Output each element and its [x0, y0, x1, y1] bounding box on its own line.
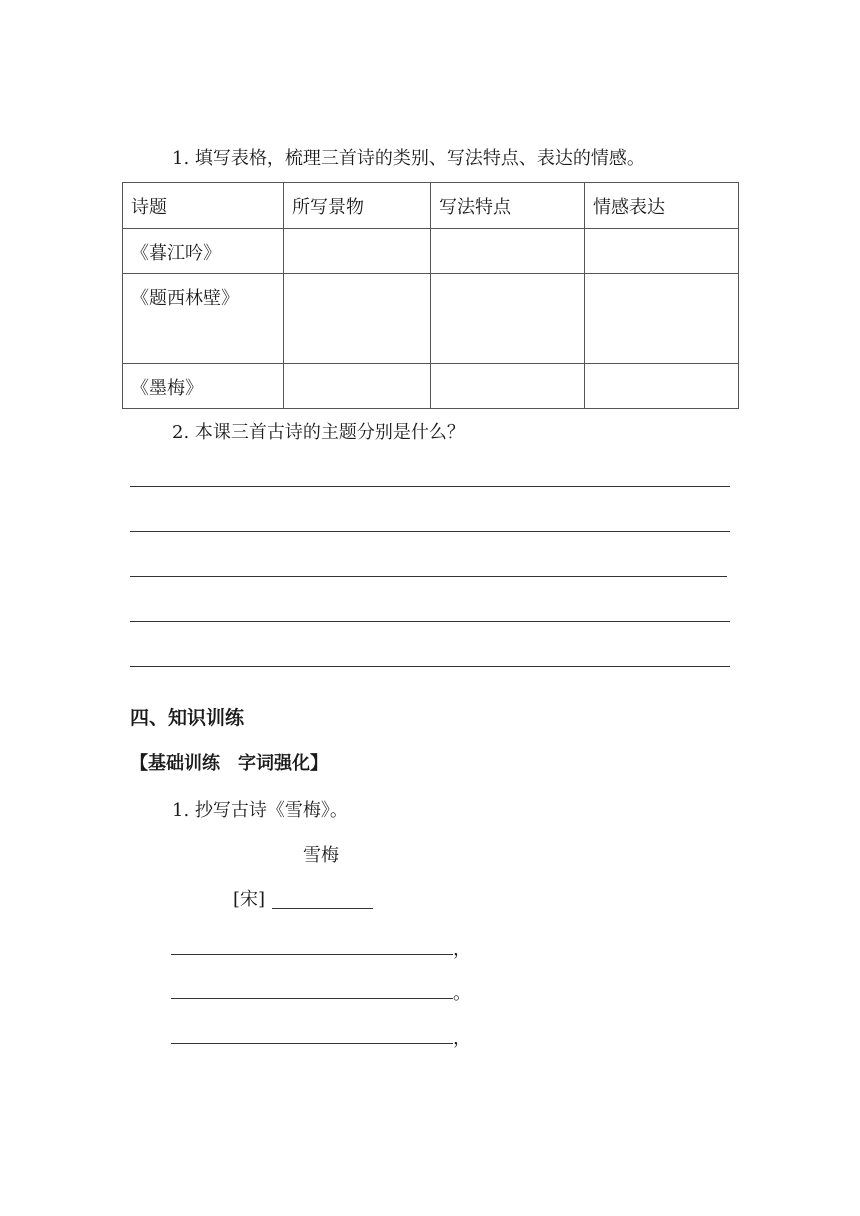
- writing-features-cell[interactable]: [431, 274, 585, 364]
- poem-title-cell: 《题西林壁》: [123, 274, 284, 364]
- emotion-cell[interactable]: [585, 364, 739, 409]
- poem-dynasty: [宋]: [233, 889, 266, 910]
- answer-line[interactable]: [130, 576, 727, 577]
- header-poem-title: 诗题: [123, 183, 284, 229]
- table-row: [123, 364, 739, 409]
- answer-line[interactable]: [130, 621, 730, 622]
- author-blank-line[interactable]: [272, 908, 373, 909]
- scenery-cell[interactable]: [284, 229, 431, 274]
- table-row: [123, 274, 739, 364]
- writing-features-cell[interactable]: [431, 229, 585, 274]
- poem-copy-line[interactable]: [171, 1043, 453, 1044]
- emotion-cell[interactable]: [585, 229, 739, 274]
- poem-copy-line[interactable]: [171, 998, 453, 999]
- sub-heading: 【基础训练 字词强化】: [130, 753, 328, 774]
- comma-mark: ，: [453, 1028, 471, 1049]
- header-scenery: 所写景物: [284, 183, 431, 229]
- poem-copy-line[interactable]: [171, 954, 453, 955]
- poem-summary-table: [122, 182, 739, 409]
- scenery-cell[interactable]: [284, 274, 431, 364]
- table-row: [123, 229, 739, 274]
- header-emotion: 情感表达: [585, 183, 739, 229]
- writing-features-cell[interactable]: [431, 364, 585, 409]
- section-heading: 四、知识训练: [130, 707, 245, 729]
- copy-poem-question: 1. 抄写古诗《雪梅》。: [172, 800, 348, 821]
- header-writing-features: 写法特点: [431, 183, 585, 229]
- period-mark: 。: [453, 983, 471, 1004]
- table-header-row: [123, 183, 739, 229]
- answer-line[interactable]: [130, 486, 730, 487]
- poem-title-cell: 《墨梅》: [123, 364, 284, 409]
- comma-mark: ，: [453, 939, 471, 960]
- question-1-text: 1. 填写表格，梳理三首诗的类别、写法特点、表达的情感。: [172, 148, 645, 169]
- emotion-cell[interactable]: [585, 274, 739, 364]
- answer-line[interactable]: [130, 531, 730, 532]
- scenery-cell[interactable]: [284, 364, 431, 409]
- poem-title: 雪梅: [303, 845, 339, 866]
- poem-title-cell: 《暮江吟》: [123, 229, 284, 274]
- answer-line[interactable]: [130, 666, 730, 667]
- question-2-text: 2. 本课三首古诗的主题分别是什么？: [172, 422, 465, 443]
